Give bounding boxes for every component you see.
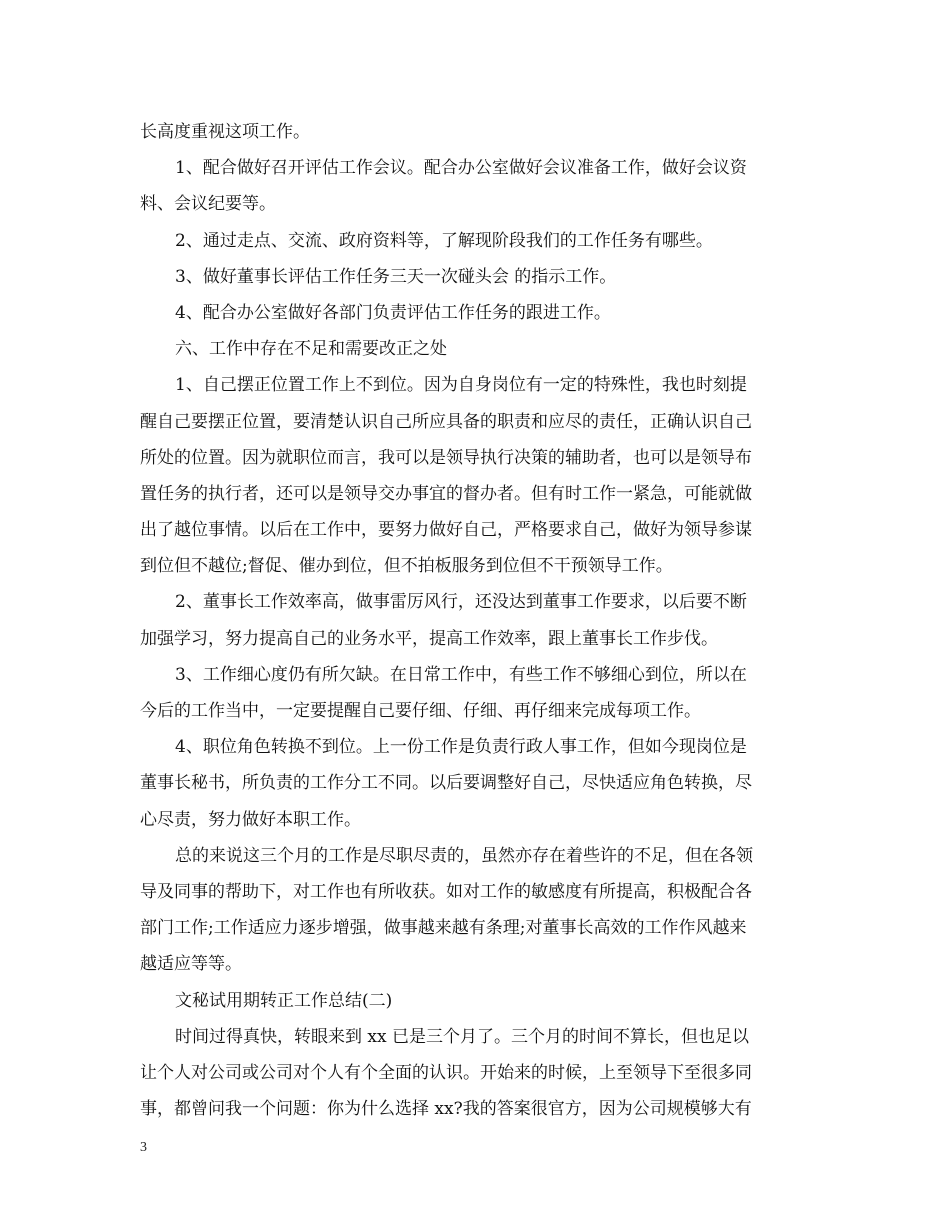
page-number: 3 — [140, 1140, 147, 1155]
document-body — [140, 114, 812, 1127]
text-line: 醒自己要摆正位置，要清楚认识自己所应具备的职责和应尽的责任，正确认识自己 — [140, 411, 752, 432]
text-line: 1、配合做好召开评估工作会议。配合办公室做好会议准备工作，做好会议资 — [175, 158, 747, 179]
text-line: 4、职位角色转换不到位。上一份工作是负责行政人事工作，但如今现岗位是 — [175, 737, 747, 758]
text-line: 到位但不越位;督促、催办到位，但不拍板服务到位但不干预领导工作。 — [140, 556, 673, 577]
text-line: 董事长秘书，所负责的工作分工不同。以后要调整好自己，尽快适应角色转换，尽 — [140, 773, 752, 794]
text-line: 所处的位置。因为就职位而言，我可以是领导执行决策的辅助者，也可以是领导布 — [140, 447, 752, 468]
text-line: 置任务的执行者，还可以是领导交办事宜的督办者。但有时工作一紧急，可能就做 — [140, 483, 752, 504]
text-line: 总的来说这三个月的工作是尽职尽责的，虽然亦存在着些许的不足，但在各领 — [175, 845, 753, 866]
text-line: 心尽责，努力做好本职工作。 — [140, 809, 361, 830]
text-line: 加强学习，努力提高自己的业务水平，提高工作效率，跟上董事长工作步伐。 — [140, 628, 718, 649]
text-line: 让个人对公司或公司对个人有个全面的认识。开始来的时候，上至领导下至很多同 — [140, 1062, 752, 1083]
text-line: 文秘试用期转正工作总结(二) — [175, 990, 393, 1011]
text-line: 事，都曾问我一个问题：你为什么选择 xx?我的答案很官方，因为公司规模够大有 — [140, 1099, 752, 1120]
text-line: 部门工作;工作适应力逐步增强，做事越来越有条理;对董事长高效的工作作风越来 — [140, 918, 747, 939]
text-line: 越适应等等。 — [140, 954, 242, 975]
text-line: 4、配合办公室做好各部门负责评估工作任务的跟进工作。 — [175, 302, 611, 323]
text-line: 今后的工作当中，一定要提醒自己要仔细、仔细、再仔细来完成每项工作。 — [140, 701, 701, 721]
text-line: 2、通过走点、交流、政府资料等，了解现阶段我们的工作任务有哪些。 — [175, 230, 713, 251]
text-line: 3、做好董事长评估工作任务三天一次碰头会 的指示工作。 — [175, 266, 617, 287]
text-line: 2、董事长工作效率高，做事雷厉风行，还没达到董事工作要求，以后要不断 — [175, 592, 747, 613]
text-line: 1、自己摆正位置工作上不到位。因为自身岗位有一定的特殊性，我也时刻提 — [175, 375, 747, 396]
text-line: 料、会议纪要等。 — [140, 194, 276, 215]
text-line: 时间过得真快，转眼来到 xx 已是三个月了。三个月的时间不算长，但也足以 — [175, 1026, 749, 1047]
text-line: 长高度重视这项工作。 — [140, 122, 310, 142]
text-line: 六、工作中存在不足和需要改正之处 — [175, 339, 447, 360]
text-line: 导及同事的帮助下，对工作也有所收获。如对工作的敏感度有所提高，积极配合各 — [140, 881, 752, 902]
text-line: 3、工作细心度仍有所欠缺。在日常工作中，有些工作不够细心到位，所以在 — [175, 664, 747, 685]
text-line: 出了越位事情。以后在工作中，要努力做好自己，严格要求自己，做好为领导参谋 — [140, 520, 752, 541]
